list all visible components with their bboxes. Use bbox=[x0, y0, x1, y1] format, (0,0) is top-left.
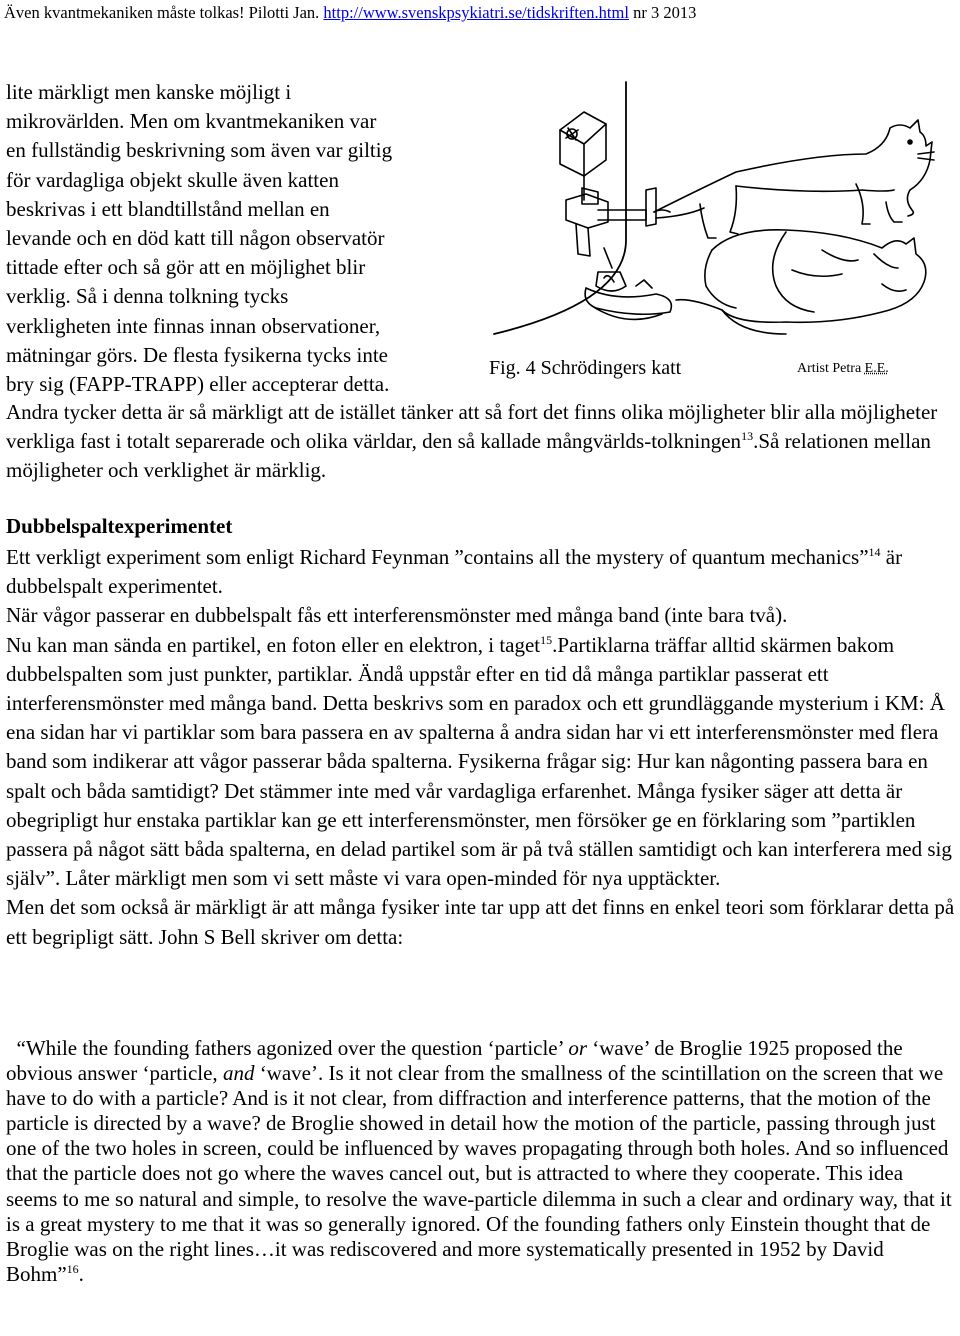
paragraph: Nu kan man sända en partikel, en foton eller en elektron, i taget$^{15}$.Partiklarna träffar alltid skärmen bakom dubbelspalten som just punkter, partiklar. Ändå uppstår efter en tid då många partiklar passerat ett interferensmönster med många band. Detta beskrivs som en paradox och ett grundläggande mysterium i KM: Å ena sidan har vi partiklar som bara passera en av spalterna å andra sidan har vi ett interferensmönster med flera band som indikerar att vågor passerar båda spalterna. Fysikerna frågar sig: Hur kan någonting passera bara en spalt och båda samtidigt? Det stämmer inte med vår vardagliga erfarenhet. Många fysiker säger att detta är obegripligt hur enstaka partiklar kan ge ett interferensmönster, men försöker ge en förklaring som ”partiklen passera på något sätt båda spalterna, en delad partikel som är på två ställen samtidigt och kan interferera med sig själv”. Låter märkligt men som vi sett måste vi vara open-minded för nya upptäckter. bbox=[6, 632, 952, 891]
text-line: lite märkligt men kanske möjligt i bbox=[6, 80, 292, 104]
issue-number: nr 3 2013 bbox=[633, 3, 697, 22]
caption-text: Fig. 4 Schrödingers katt bbox=[489, 357, 682, 379]
paragraph: När vågor passerar en dubbelspalt fås ett interferensmönster med många band (inte bara två). bbox=[6, 603, 788, 628]
figure-caption bbox=[489, 357, 929, 381]
text-line: verkligheten inte finnas innan observationer, bbox=[6, 313, 381, 338]
artist-credit: Artist Petra E.E. bbox=[797, 361, 889, 376]
paragraph-many-worlds: Andra tycker detta är så märkligt att de istället tänker att så fort det finns olika möjligheter blir alla möjligheter verkliga fast i totalt separerade och olika världar, den så kallade mångvärlds-tolkningen$^{13}$.Så relationen mellan möjligheter och verklighet är märklig. bbox=[6, 400, 938, 483]
header-title: Även kvantmekaniken måste tolkas! Pilotti Jan. bbox=[4, 3, 324, 22]
journal-link[interactable]: http://www.svenskpsykiatri.se/tidskriften.html bbox=[323, 3, 629, 22]
bell-quote: “While the founding fathers agonized over the question ‘particle’ or ‘wave’ de Broglie 1925 proposed the obvious answer ‘particle, and ‘wave’. Is it not clear from the smallness of the scintillation on the screen that we have to do with a particle? And is it not clear, from diffraction and interference patterns, that the motion of the particle is directed by a wave? de Broglie showed in detail how the motion of the particle, passing through just one of the two holes in screen, could be influenced by waves propagating through both holes. And so influenced that the particle does not go where the waves cancel out, but is attracted to where they cooperate. This idea seems to me so natural and simple, to resolve the wave-particle dilemma in such a clear and ordinary way, that it is a great mystery to me that it was so generally ignored. Of the founding fathers only Einstein thought that de Broglie was on the right lines…it was rediscovered and more systematically presented in 1952 by David Bohm”$^{16}$. bbox=[6, 1036, 952, 1286]
section-heading: Dubbelspaltexperimentet bbox=[6, 514, 233, 538]
text-line: mätningar görs. De flesta fysikerna tycks inte bbox=[6, 342, 388, 367]
text-line: tittade efter och så gör att en möjlighet blir bbox=[6, 255, 366, 280]
schrodinger-cat-drawing bbox=[486, 72, 956, 382]
paragraph: Men det som också är märkligt är att många fysiker inte tar upp att det finns en enkel teori som förklarar detta på ett begripligt sätt. John S Bell skriver om detta: bbox=[6, 895, 955, 949]
footnote-ref: 16 bbox=[66, 1261, 79, 1276]
text-line: beskrivas i ett blandtillstånd mellan en bbox=[6, 196, 330, 221]
page-header bbox=[4, 2, 954, 24]
intro-column bbox=[6, 78, 476, 399]
paragraph: Ett verkligt experiment som enligt Richard Feynman ”contains all the mystery of quantum mechanics”$^{14}$ är dubbelspalt experimentet. bbox=[6, 545, 903, 599]
text-line: för vardagliga objekt skulle även katten bbox=[6, 167, 339, 192]
text-line: levande och en död katt till någon observatör bbox=[6, 226, 385, 251]
text-line: verklig. Så i denna tolkning tycks bbox=[6, 284, 289, 309]
artist-initials: E.E. bbox=[864, 361, 889, 376]
section-body bbox=[6, 543, 956, 952]
footnote-ref: 15 bbox=[540, 632, 553, 647]
text-line: en fullständig beskrivning som även var giltig bbox=[6, 138, 393, 163]
footnote-ref: 13 bbox=[741, 429, 754, 444]
text-line: bry sig (FAPP-TRAPP) eller accepterar detta. bbox=[6, 372, 390, 397]
text-line: mikrovärlden. Men om kvantmekaniken var bbox=[6, 109, 377, 134]
footnote-ref: 14 bbox=[868, 545, 881, 559]
